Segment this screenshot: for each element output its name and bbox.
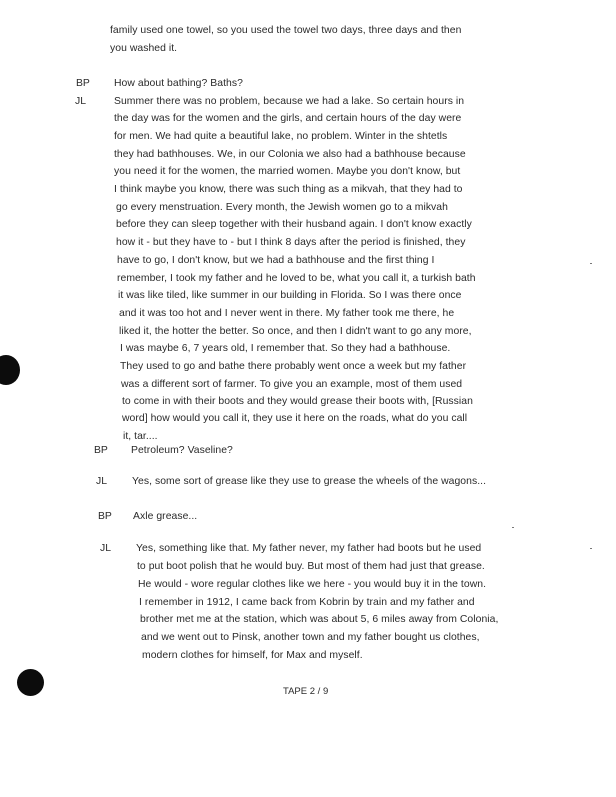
paragraph-line: Summer there was no problem, because we had a lake. So certain hours in (114, 96, 465, 107)
scan-mark (512, 527, 514, 528)
paragraph-line: for men. We had quite a beautiful lake, no problem. Winter in the shtetls (114, 131, 448, 142)
paragraph-line: Yes, something like that. My father never, my father had boots but he used (136, 543, 482, 554)
paragraph-line: before they can sleep together with their husband again. I don't know exactly (116, 219, 472, 230)
speaker-label: BP (98, 511, 112, 522)
scan-mark (590, 548, 592, 549)
paragraph-line: I remember in 1912, I came back from Kobrin by train and my father and (139, 597, 475, 608)
paragraph-line: was a different sort of farmer. To give you an example, most of them used (121, 379, 463, 390)
paragraph-line: it, tar.... (123, 431, 158, 442)
paragraph-line: They used to go and bathe there probably went once a week but my father (120, 361, 467, 372)
punch-hole-bottom (17, 669, 44, 696)
paragraph-line: remember, I took my father and he loved to be, what you call it, a turkish bath (117, 273, 476, 284)
paragraph-line: Axle grease... (133, 511, 198, 522)
paragraph-line: to put boot polish that he would buy. But most of them had just that grease. (137, 561, 485, 572)
paragraph-line: word] how would you call it, they use it here on the roads, what do you call (122, 413, 468, 424)
paragraph-line: it was like tiled, like summer in our building in Florida. So I was there once (118, 290, 462, 301)
speaker-label: JL (96, 476, 107, 487)
speaker-label: JL (75, 96, 86, 107)
paragraph-line: He would - wore regular clothes like we here - you would buy it in the town. (138, 579, 487, 590)
paragraph-line: Petroleum? Vaseline? (131, 445, 233, 456)
speaker-label: BP (76, 78, 90, 89)
paragraph-line: how it - but they have to - but I think 8 days after the period is finished, they (116, 237, 466, 248)
paragraph-line: How about bathing? Baths? (114, 78, 243, 89)
scan-mark (590, 263, 592, 264)
page-footer: TAPE 2 / 9 (283, 686, 329, 697)
punch-hole-top (0, 355, 20, 385)
paragraph-line: you need it for the women, the married women. Maybe you don't know, but (114, 166, 461, 177)
speaker-label: BP (94, 445, 108, 456)
paragraph-line: Yes, some sort of grease like they use to grease the wheels of the wagons... (132, 476, 487, 487)
paragraph-line: go every menstruation. Every month, the Jewish women go to a mikvah (116, 202, 448, 213)
paragraph-line: to come in with their boots and they would grease their boots with, [Russian (122, 396, 473, 407)
paragraph-line: you washed it. (110, 43, 178, 54)
paragraph-line: they had bathhouses. We, in our Colonia we also had a bathhouse because (114, 149, 466, 160)
paragraph-line: the day was for the women and the girls, and certain hours of the day were (114, 113, 462, 124)
paragraph-line: I was maybe 6, 7 years old, I remember that. So they had a bathhouse. (120, 343, 451, 354)
paragraph-line: and we went out to Pinsk, another town and my father bought us clothes, (141, 632, 480, 643)
paragraph-line: have to go, I don't know, but we had a bathhouse and the first thing I (117, 255, 435, 266)
speaker-label: JL (100, 543, 111, 554)
paragraph-line: and it was too hot and I never went in there. My father took me there, he (119, 308, 455, 319)
paragraph-line: brother met me at the station, which was about 5, 6 miles away from Colonia, (140, 614, 499, 625)
paragraph-line: modern clothes for himself, for Max and myself. (142, 650, 363, 661)
paragraph-line: liked it, the hotter the better. So once, and then I didn't want to go any more, (119, 326, 472, 337)
paragraph-line: I think maybe you know, there was such thing as a mikvah, that they had to (114, 184, 463, 195)
paragraph-line: family used one towel, so you used the towel two days, three days and then (110, 25, 462, 36)
